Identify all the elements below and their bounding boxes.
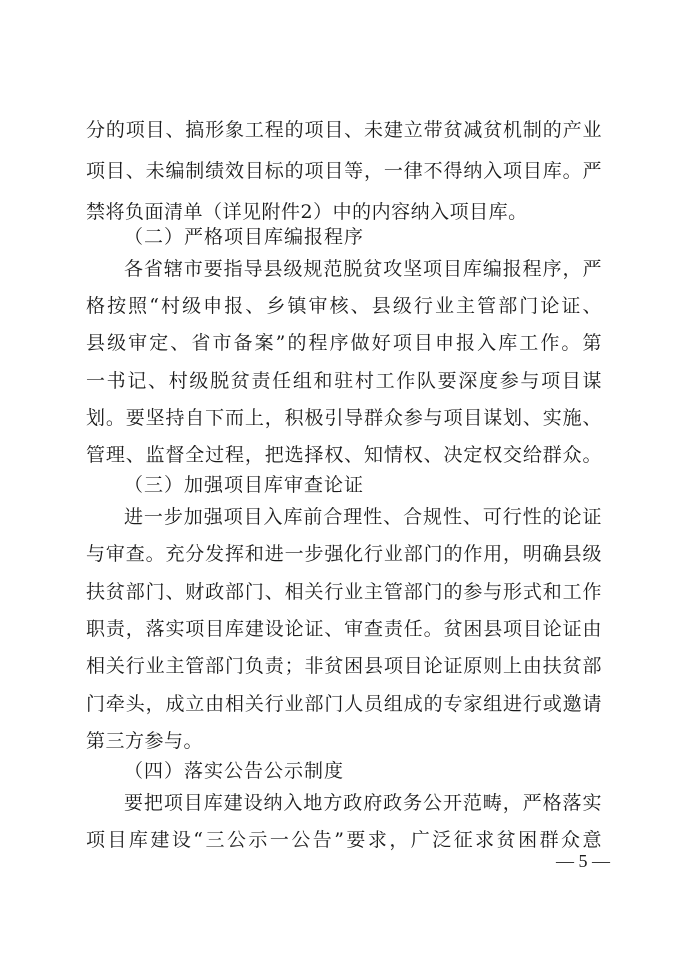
body-text-line: 与审查。充分发挥和进一步强化行业部门的作用，明确县级	[86, 543, 602, 565]
body-text-line: 格按照“村级申报、乡镇审核、县级行业主管部门论证、	[86, 295, 602, 317]
body-text-line: 要把项目库建设纳入地方政府政务公开范畴，严格落实	[124, 792, 602, 814]
body-text-line: 项目库建设“三公示一公告”要求，广泛征求贫困群众意	[86, 829, 602, 851]
body-text-line: 项目、未编制绩效目标的项目等，一律不得纳入项目库。严	[86, 160, 602, 182]
body-text-line: 各省辖市要指导县级规范脱贫攻坚项目库编报程序，严	[124, 258, 602, 280]
body-text-line: 相关行业主管部门负责；非贫困县项目论证原则上由扶贫部	[86, 655, 602, 677]
body-text-line: 分的项目、搞形象工程的项目、未建立带贫减贫机制的产业	[86, 119, 602, 141]
body-text-line: 进一步加强项目入库前合理性、合规性、可行性的论证	[124, 506, 602, 528]
body-text-line: 职责，落实项目库建设论证、审查责任。贫困县项目论证由	[86, 618, 602, 640]
section-heading-2: （二）严格项目库编报程序	[124, 226, 365, 248]
section-heading-3: （三）加强项目库审查论证	[124, 474, 365, 496]
body-text-line: 县级审定、省市备案”的程序做好项目申报入库工作。第	[86, 332, 602, 354]
body-text-line: 划。要坚持自下而上，积极引导群众参与项目谋划、实施、	[86, 407, 602, 429]
body-text-line: 一书记、村级脱贫责任组和驻村工作队要深度参与项目谋	[86, 370, 602, 392]
body-text-line: 禁将负面清单（详见附件2）中的内容纳入项目库。	[86, 201, 528, 223]
body-text-line: 扶贫部门、财政部门、相关行业主管部门的参与形式和工作	[86, 581, 602, 603]
section-heading-4: （四）落实公告公示制度	[124, 760, 345, 782]
body-text-line: 门牵头，成立由相关行业部门人员组成的专家组进行或邀请	[86, 693, 602, 715]
page-number: — 5 —	[556, 851, 610, 871]
body-text-line: 第三方参与。	[86, 730, 204, 752]
body-text-line: 管理、监督全过程，把选择权、知情权、决定权交给群众。	[86, 444, 602, 466]
